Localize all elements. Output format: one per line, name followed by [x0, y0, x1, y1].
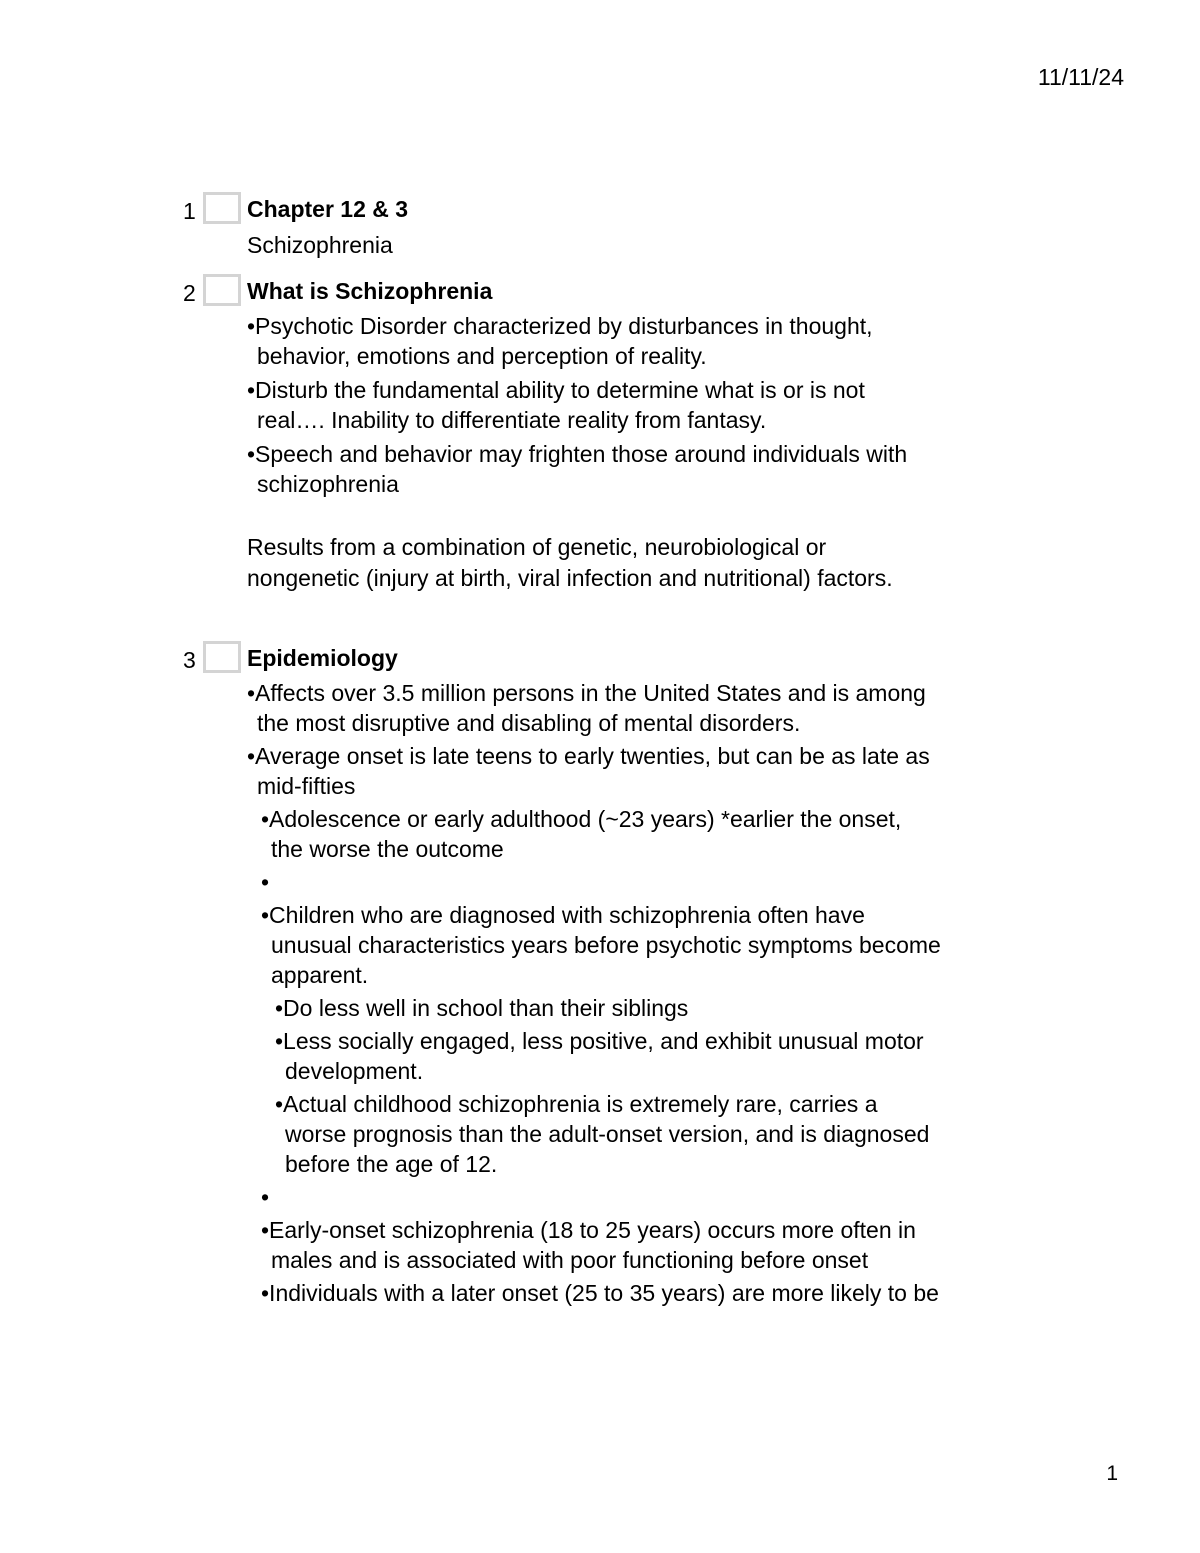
sub-bullet-line: •Individuals with a later onset (25 to 35 years) are more likely to be: [261, 1280, 939, 1306]
page-number: 1: [1106, 1462, 1118, 1485]
sub-bullet-line: •Adolescence or early adulthood (~23 years) *earlier the onset,: [261, 806, 902, 832]
bullet-line: •Affects over 3.5 million persons in the United States and is among: [247, 680, 926, 706]
sub-bullet-line: the worse the outcome: [271, 836, 504, 862]
bullet-line: schizophrenia: [257, 471, 399, 497]
bullet-line: mid-fifties: [257, 773, 356, 799]
sub-sub-bullet-line: worse prognosis than the adult-onset version, and is diagnosed: [285, 1121, 930, 1147]
sub-bullet-line: •Children who are diagnosed with schizophrenia often have: [261, 902, 865, 928]
sub-bullet-line: apparent.: [271, 962, 369, 988]
bullet-line: the most disruptive and disabling of mental disorders.: [257, 710, 801, 736]
sub-bullet-line: •: [261, 869, 270, 895]
sub-sub-bullet-line: •Do less well in school than their siblings: [275, 995, 689, 1021]
bullet-line: real…. Inability to differentiate reality from fantasy.: [257, 407, 767, 433]
slide-thumbnail[interactable]: [203, 192, 241, 224]
slide-body: [247, 194, 1047, 260]
bullet-line: •Average onset is late teens to early twenties, but can be as late as: [247, 743, 930, 769]
sub-sub-bullet-line: before the age of 12.: [285, 1151, 498, 1177]
sub-bullet-line: males and is associated with poor functioning before onset: [271, 1247, 869, 1273]
sub-bullet-line: •Early-onset schizophrenia (18 to 25 years) occurs more often in: [261, 1217, 916, 1243]
slide-body: [247, 643, 1047, 1308]
paragraph-line: Results from a combination of genetic, neurobiological or: [247, 534, 827, 560]
sub-sub-bullet-line: development.: [285, 1058, 424, 1084]
slide-title: Epidemiology: [247, 645, 398, 671]
sub-bullet-line: •: [261, 1184, 270, 1210]
document-date: 11/11/24: [1037, 64, 1124, 90]
slide-number: 3: [183, 647, 196, 673]
bullet-line: •Speech and behavior may frighten those around individuals with: [247, 441, 908, 467]
slide-title: Chapter 12 & 3: [247, 196, 409, 222]
bullet-line: •Disturb the fundamental ability to determine what is or is not: [247, 377, 865, 403]
sub-bullet-line: unusual characteristics years before psychotic symptoms become: [271, 932, 941, 958]
sub-sub-bullet-line: •Less socially engaged, less positive, and exhibit unusual motor: [275, 1028, 924, 1054]
slide-thumbnail[interactable]: [203, 641, 241, 673]
slide-number: 1: [183, 198, 196, 224]
bullet-line: •Psychotic Disorder characterized by disturbances in thought,: [247, 313, 873, 339]
bullet-line: behavior, emotions and perception of reality.: [257, 343, 707, 369]
slide-thumbnail[interactable]: [203, 274, 241, 306]
paragraph-line: nongenetic (injury at birth, viral infection and nutritional) factors.: [247, 565, 893, 591]
slide-body: [247, 276, 1047, 593]
slide-title: What is Schizophrenia: [247, 278, 493, 304]
slide-subtitle: Schizophrenia: [247, 232, 393, 258]
slide-number: 2: [183, 280, 196, 306]
sub-sub-bullet-line: •Actual childhood schizophrenia is extremely rare, carries a: [275, 1091, 878, 1117]
